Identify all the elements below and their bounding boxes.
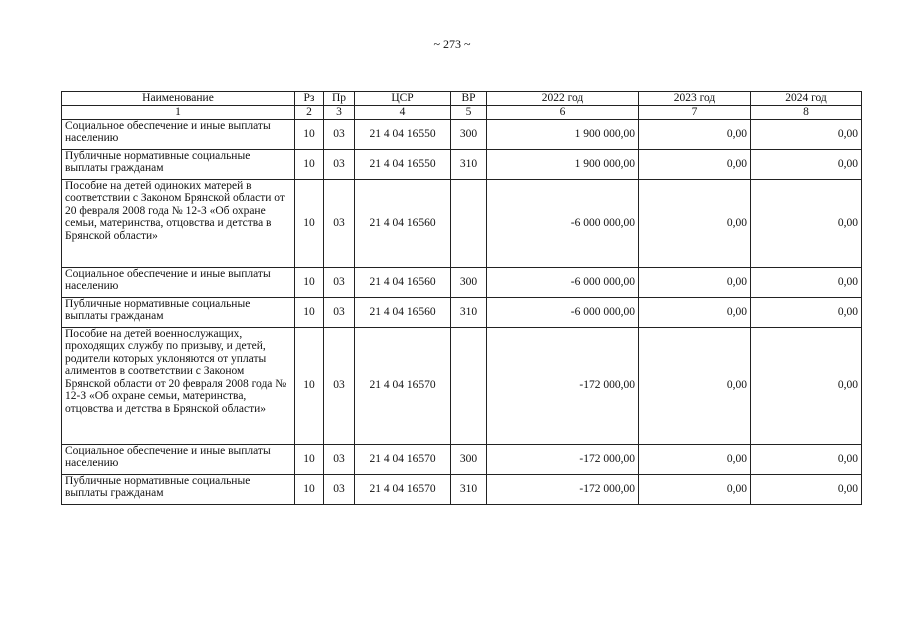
header-pr: Пр (324, 92, 355, 106)
row-rz: 10 (295, 444, 324, 474)
row-rz: 10 (295, 297, 324, 327)
budget-table (61, 91, 862, 505)
row-2023: 0,00 (639, 149, 751, 179)
row-2023: 0,00 (639, 297, 751, 327)
row-2024: 0,00 (751, 267, 862, 297)
column-number: 1 (62, 106, 295, 120)
row-2023: 0,00 (639, 327, 751, 444)
page-number: ~ 273 ~ (433, 37, 471, 51)
row-name: Пособие на детей военнослужащих, проходящих службу по призыву, и детей, родители которых уклоняются от уплаты алиментов в соответствии с Законом Брянской области от 20 февраля 2008 года № 12-З «Об охране семьи, материнства, отцовства и детства в Брянской области» (62, 327, 295, 444)
row-rz: 10 (295, 179, 324, 267)
row-2022: -172 000,00 (487, 444, 639, 474)
row-name: Социальное обеспечение и иные выплаты населению (62, 267, 295, 297)
row-2022: -6 000 000,00 (487, 267, 639, 297)
row-name: Публичные нормативные социальные выплаты гражданам (62, 474, 295, 504)
table-row (62, 149, 862, 179)
header-csr: ЦСР (355, 92, 451, 106)
header-vr: ВР (451, 92, 487, 106)
row-vr: 300 (451, 267, 487, 297)
table-row (62, 474, 862, 504)
row-name: Публичные нормативные социальные выплаты гражданам (62, 149, 295, 179)
table-row (62, 267, 862, 297)
header-2022: 2022 год (487, 92, 639, 106)
row-name: Пособие на детей одиноких матерей в соответствии с Законом Брянской области от 20 февраля 2008 года № 12-З «Об охране семьи, материнства, отцовства и детства в Брянской области» (62, 179, 295, 267)
column-number: 3 (324, 106, 355, 120)
table-row (62, 444, 862, 474)
row-2024: 0,00 (751, 119, 862, 149)
header-rz: Рз (295, 92, 324, 106)
row-pr: 03 (324, 474, 355, 504)
row-rz: 10 (295, 119, 324, 149)
row-2024: 0,00 (751, 474, 862, 504)
table-row (62, 179, 862, 267)
row-csr: 21 4 04 16570 (355, 444, 451, 474)
column-number: 2 (295, 106, 324, 120)
row-2024: 0,00 (751, 444, 862, 474)
row-2023: 0,00 (639, 444, 751, 474)
row-2022: -6 000 000,00 (487, 179, 639, 267)
column-number-row (62, 106, 862, 120)
table-row (62, 327, 862, 444)
row-2023: 0,00 (639, 119, 751, 149)
row-2024: 0,00 (751, 327, 862, 444)
header-row (62, 92, 862, 106)
row-rz: 10 (295, 474, 324, 504)
row-vr: 310 (451, 474, 487, 504)
row-2022: -172 000,00 (487, 474, 639, 504)
table-row (62, 119, 862, 149)
row-pr: 03 (324, 297, 355, 327)
row-2024: 0,00 (751, 297, 862, 327)
row-pr: 03 (324, 444, 355, 474)
row-csr: 21 4 04 16560 (355, 297, 451, 327)
row-pr: 03 (324, 149, 355, 179)
row-csr: 21 4 04 16570 (355, 474, 451, 504)
row-2022: -172 000,00 (487, 327, 639, 444)
row-csr: 21 4 04 16570 (355, 327, 451, 444)
row-2023: 0,00 (639, 474, 751, 504)
row-2022: 1 900 000,00 (487, 149, 639, 179)
row-2022: -6 000 000,00 (487, 297, 639, 327)
row-2023: 0,00 (639, 267, 751, 297)
column-number: 8 (751, 106, 862, 120)
row-pr: 03 (324, 179, 355, 267)
row-2022: 1 900 000,00 (487, 119, 639, 149)
row-pr: 03 (324, 267, 355, 297)
header-2024: 2024 год (751, 92, 862, 106)
row-vr (451, 179, 487, 267)
row-rz: 10 (295, 149, 324, 179)
row-vr: 300 (451, 444, 487, 474)
row-name: Социальное обеспечение и иные выплаты населению (62, 119, 295, 149)
row-vr: 300 (451, 119, 487, 149)
column-number: 5 (451, 106, 487, 120)
row-csr: 21 4 04 16550 (355, 149, 451, 179)
row-rz: 10 (295, 327, 324, 444)
row-csr: 21 4 04 16550 (355, 119, 451, 149)
row-vr: 310 (451, 149, 487, 179)
row-pr: 03 (324, 327, 355, 444)
column-number: 6 (487, 106, 639, 120)
row-name: Социальное обеспечение и иные выплаты населению (62, 444, 295, 474)
row-2024: 0,00 (751, 179, 862, 267)
row-2024: 0,00 (751, 149, 862, 179)
row-rz: 10 (295, 267, 324, 297)
table-row (62, 297, 862, 327)
row-csr: 21 4 04 16560 (355, 267, 451, 297)
row-name: Публичные нормативные социальные выплаты гражданам (62, 297, 295, 327)
header-name: Наименование (62, 92, 295, 106)
column-number: 4 (355, 106, 451, 120)
column-number: 7 (639, 106, 751, 120)
row-2023: 0,00 (639, 179, 751, 267)
row-vr (451, 327, 487, 444)
row-pr: 03 (324, 119, 355, 149)
row-csr: 21 4 04 16560 (355, 179, 451, 267)
row-vr: 310 (451, 297, 487, 327)
header-2023: 2023 год (639, 92, 751, 106)
